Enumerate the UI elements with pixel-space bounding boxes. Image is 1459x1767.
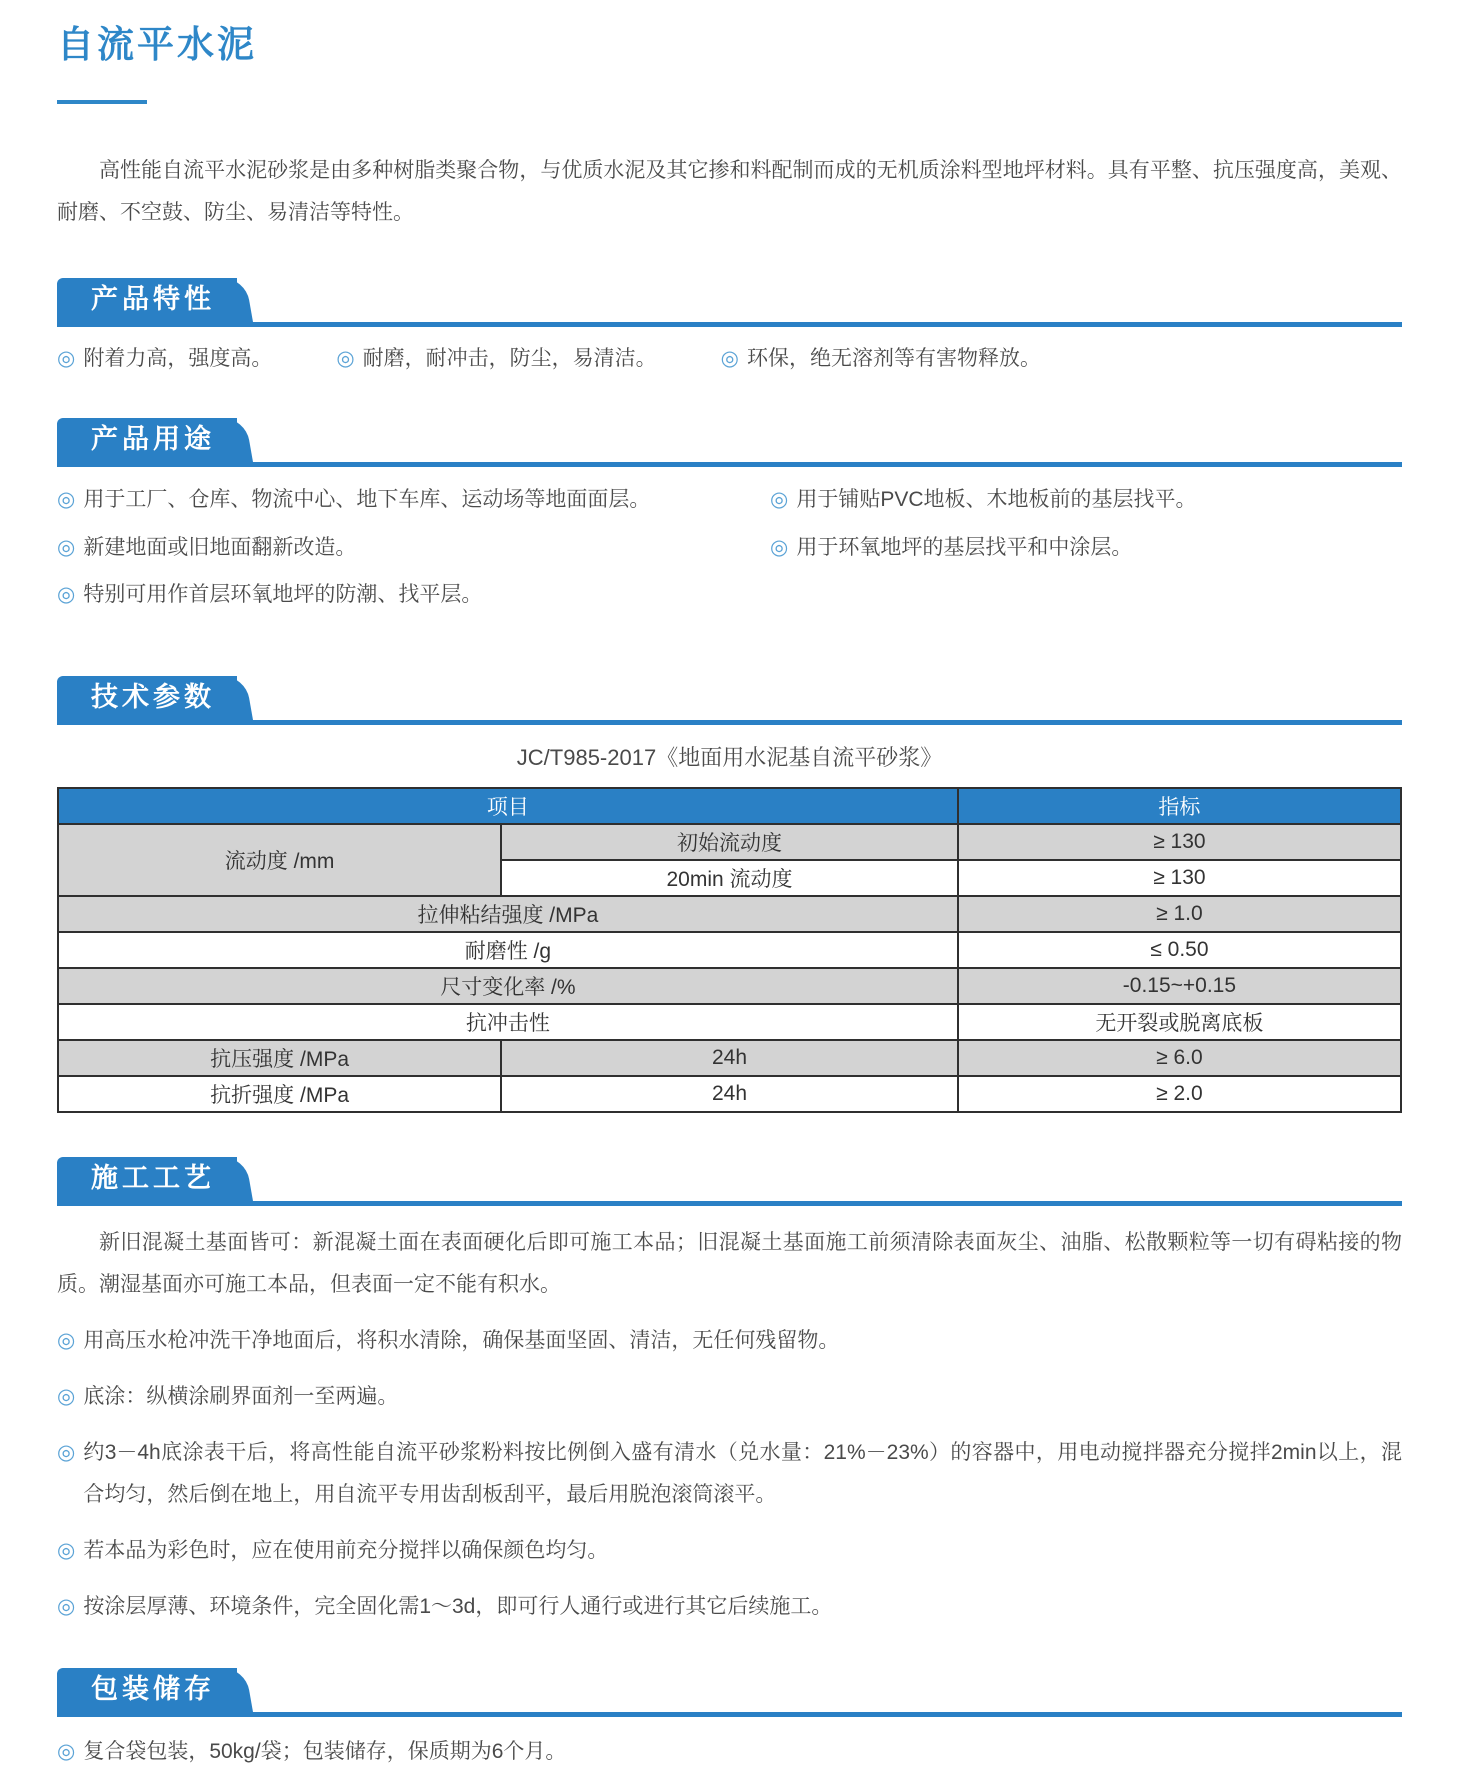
table-row <box>58 1040 1401 1076</box>
section-heading: 施工工艺 <box>91 1162 215 1193</box>
list-item-text: 用于铺贴PVC地板、木地板前的基层找平。 <box>796 488 1197 512</box>
section-head-tech <box>57 676 1402 725</box>
table-row <box>58 968 1401 1004</box>
list-item <box>57 1376 1402 1418</box>
list-item <box>57 344 272 374</box>
list-item <box>57 1432 1402 1516</box>
list-item-text: 附着力高，强度高。 <box>83 347 273 370</box>
table-row <box>58 896 1401 932</box>
list-item <box>770 485 1402 515</box>
list-item <box>57 485 770 515</box>
section-tab <box>57 1668 237 1712</box>
table-caption: JC/T985-2017《地面用水泥基自流平砂浆》 <box>516 744 943 770</box>
table-cell: 无开裂或脱离底板 <box>958 1004 1401 1040</box>
list-item-text: 新建地面或旧地面翻新改造。 <box>83 535 357 559</box>
features-list <box>57 327 1402 374</box>
double-circle-bullet-icon: ◎ <box>57 1594 76 1618</box>
double-circle-bullet-icon: ◎ <box>770 488 789 512</box>
section-tab <box>57 1157 237 1201</box>
table-cell: 抗冲击性 <box>58 1004 958 1040</box>
table-cell: ≥ 130 <box>958 860 1401 896</box>
table-row <box>58 932 1401 968</box>
table-cell: 抗折强度 /MPa <box>58 1076 501 1112</box>
double-circle-bullet-icon: ◎ <box>57 488 76 512</box>
section-tab <box>57 418 237 462</box>
table-cell: ≤ 0.50 <box>958 932 1401 968</box>
double-circle-bullet-icon: ◎ <box>57 535 76 559</box>
table-cell: 流动度 /mm <box>58 824 501 896</box>
packaging-list <box>57 1717 1402 1767</box>
process-paragraph: 新旧混凝土基面皆可：新混凝土面在表面硬化后即可施工本品；旧混凝土基面施工前须清除表面灰尘、油脂、松散颗粒等一切有碍粘接的物质。潮湿基面亦可施工本品，但表面一定不能有积水。 <box>57 1230 1402 1296</box>
double-circle-bullet-icon: ◎ <box>57 347 76 370</box>
list-item-text: 用于环氧地坪的基层找平和中涂层。 <box>796 535 1133 559</box>
double-circle-bullet-icon: ◎ <box>720 347 739 370</box>
table-cell: ≥ 6.0 <box>958 1040 1401 1076</box>
section-heading: 技术参数 <box>91 681 215 712</box>
table-cell: 初始流动度 <box>501 824 958 860</box>
intro-paragraph: 高性能自流平水泥砂浆是由多种树脂类聚合物，与优质水泥及其它掺和料配制而成的无机质涂料型地坪材料。具有平整、抗压强度高，美观、耐磨、不空鼓、防尘、易清洁等特性。 <box>57 159 1402 224</box>
list-item-text: 用于工厂、仓库、物流中心、地下车库、运动场等地面面层。 <box>83 488 651 512</box>
double-circle-bullet-icon: ◎ <box>770 535 789 559</box>
double-circle-bullet-icon: ◎ <box>336 347 355 370</box>
column-header-index: 指标 <box>958 788 1401 824</box>
section-heading: 产品特性 <box>91 284 215 314</box>
list-item <box>770 533 1402 563</box>
column-header-item: 项目 <box>58 788 958 824</box>
list-item-text: 特别可用作首层环氧地坪的防潮、找平层。 <box>83 583 483 607</box>
spec-table <box>57 787 1402 1113</box>
uses-list <box>57 467 1402 627</box>
double-circle-bullet-icon: ◎ <box>57 1440 76 1464</box>
list-item <box>57 533 770 563</box>
list-item-text: 耐磨，耐冲击，防尘，易清洁。 <box>362 347 657 370</box>
double-circle-bullet-icon: ◎ <box>57 1384 76 1408</box>
uses-left-column <box>57 485 770 627</box>
table-cell: 抗压强度 /MPa <box>58 1040 501 1076</box>
table-cell: ≥ 130 <box>958 824 1401 860</box>
list-item <box>57 1737 1402 1767</box>
table-row <box>58 824 1401 860</box>
table-cell: 拉伸粘结强度 /MPa <box>58 896 958 932</box>
section-heading: 产品用途 <box>91 424 215 455</box>
list-item-text: 复合袋包装，50kg/袋；包装储存，保质期为6个月。 <box>83 1739 567 1763</box>
section-heading: 包装储存 <box>91 1673 215 1704</box>
section-head-features <box>57 278 1402 327</box>
list-item-text: 用高压水枪冲洗干净地面后，将积水清除，确保基面坚固、清洁，无任何残留物。 <box>83 1328 840 1352</box>
table-cell: ≥ 2.0 <box>958 1076 1401 1112</box>
table-cell: 20min 流动度 <box>501 860 958 896</box>
table-cell: 尺寸变化率 /% <box>58 968 958 1004</box>
table-row <box>58 1076 1401 1112</box>
list-item <box>57 1530 1402 1572</box>
list-item-text: 底涂：纵横涂刷界面剂一至两遍。 <box>83 1384 399 1408</box>
list-item <box>721 344 1041 374</box>
double-circle-bullet-icon: ◎ <box>57 583 76 607</box>
section-head-process <box>57 1157 1402 1206</box>
table-cell: 24h <box>501 1040 958 1076</box>
list-item <box>57 580 770 610</box>
list-item <box>336 344 656 374</box>
double-circle-bullet-icon: ◎ <box>57 1739 76 1763</box>
table-cell: 耐磨性 /g <box>58 932 958 968</box>
list-item-text: 环保，绝无溶剂等有害物释放。 <box>746 347 1041 370</box>
list-item-text: 约3－4h底涂表干后，将高性能自流平砂浆粉料按比例倒入盛有清水（兑水量：21%－23%）的容器中，用电动搅拌器充分搅拌2min以上，混合均匀，然后倒在地上，用自流平专用齿刮板刮平，最后用脱泡滚筒滚平。 <box>83 1440 1402 1506</box>
table-cell: ≥ 1.0 <box>958 896 1401 932</box>
page-title: 自流平水泥 <box>57 24 257 65</box>
table-header-row <box>58 788 1401 824</box>
section-head-uses <box>57 418 1402 467</box>
process-list <box>57 1320 1402 1628</box>
section-tab <box>57 278 237 322</box>
list-item <box>57 1586 1402 1628</box>
table-cell: -0.15~+0.15 <box>958 968 1401 1004</box>
uses-right-column <box>770 485 1402 627</box>
double-circle-bullet-icon: ◎ <box>57 1538 76 1562</box>
list-item-text: 若本品为彩色时，应在使用前充分搅拌以确保颜色均匀。 <box>83 1538 609 1562</box>
section-tab <box>57 676 237 720</box>
table-row <box>58 1004 1401 1040</box>
table-cell: 24h <box>501 1076 958 1112</box>
list-item <box>57 1320 1402 1362</box>
list-item-text: 按涂层厚薄、环境条件，完全固化需1～3d，即可行人通行或进行其它后续施工。 <box>83 1594 833 1618</box>
section-head-packaging <box>57 1668 1402 1717</box>
title-underline <box>57 100 147 104</box>
double-circle-bullet-icon: ◎ <box>57 1328 76 1352</box>
